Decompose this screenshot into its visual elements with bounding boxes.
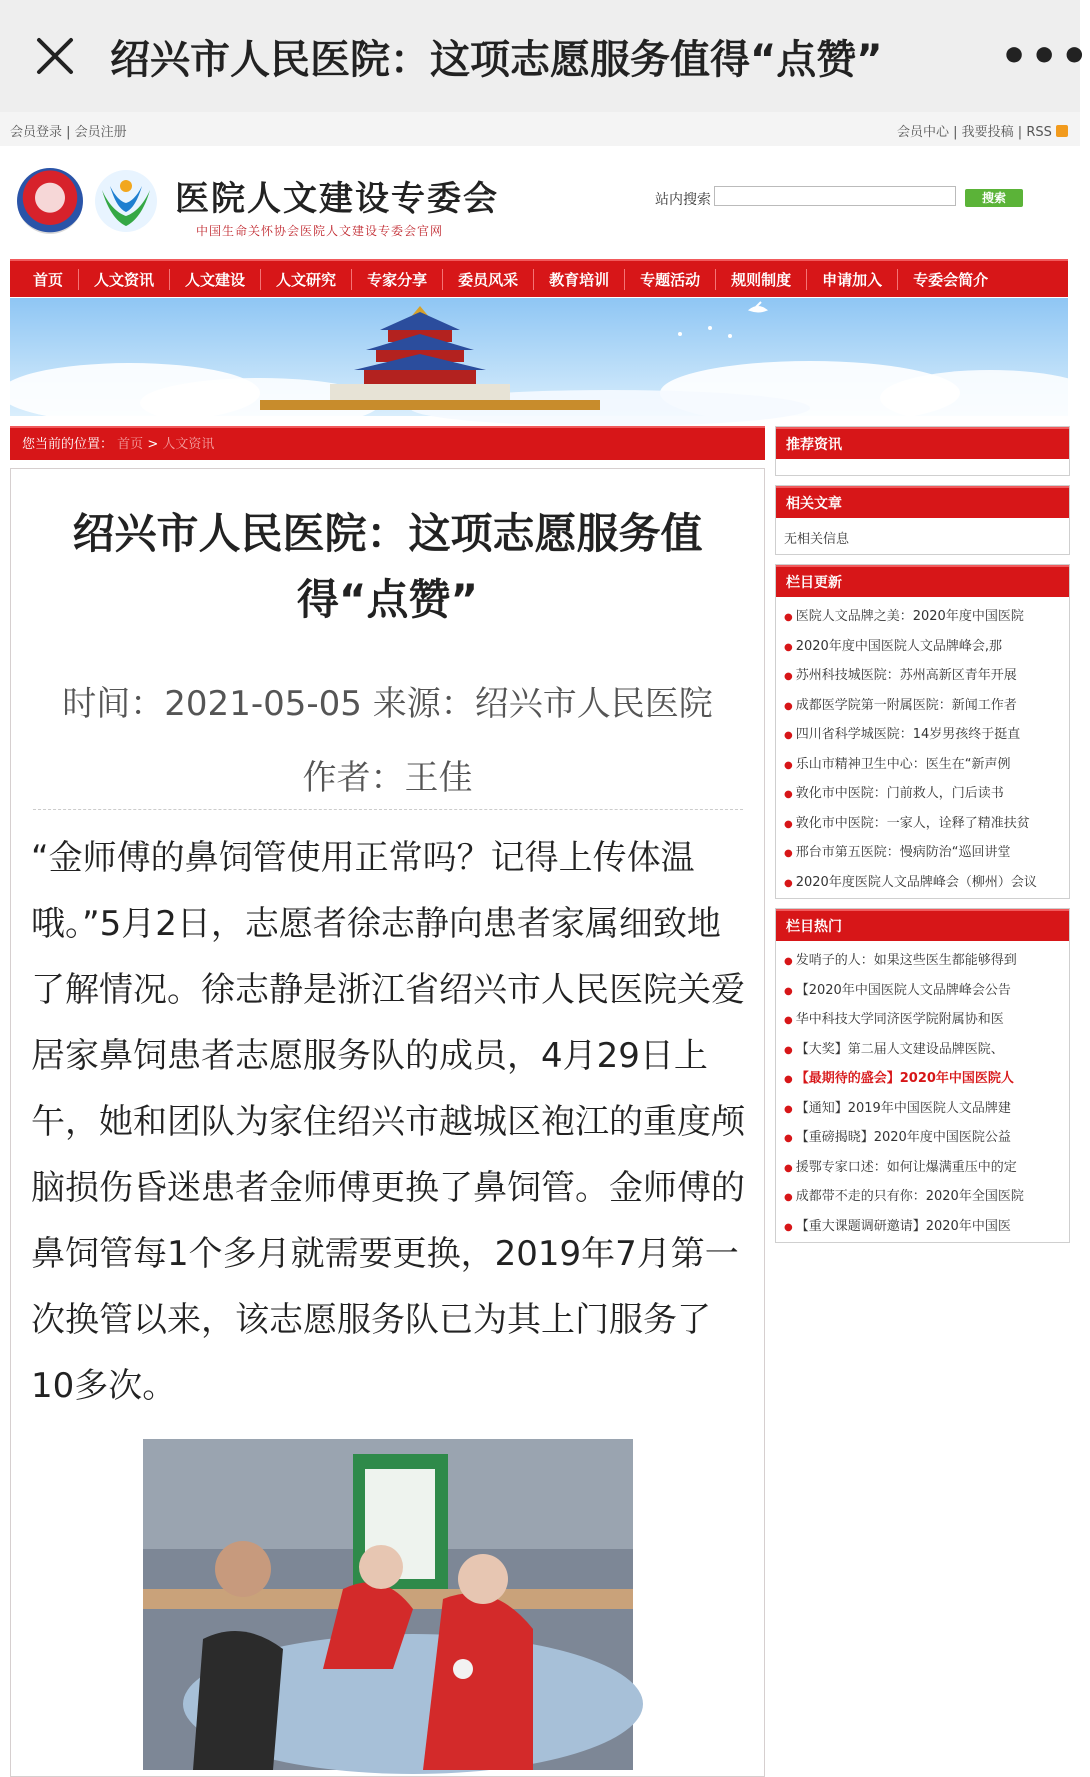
list-item[interactable]: ● 成都医学院第一附属医院：新闻工作者 (784, 697, 1017, 713)
list-item[interactable]: ● 乐山市精神卫生中心：医生在“新声例 (784, 756, 1011, 772)
rss-link[interactable]: RSS (1026, 125, 1052, 140)
search-button[interactable]: 搜索 (965, 189, 1023, 207)
header-banner (10, 298, 1068, 416)
member-bar: 会员登录 | 会员注册 会员中心 | 我要投稿 | RSS (0, 112, 1080, 146)
related-heading: 相关文章 (776, 486, 1069, 518)
association-logo[interactable] (17, 168, 83, 234)
list-item[interactable]: ● 2020年度中国医院人文品牌峰会,那 (784, 638, 1002, 654)
nav-item-construction[interactable]: 人文建设 (170, 269, 261, 290)
site-name: 医院人文建设专委会 (175, 179, 499, 219)
breadcrumb-label: 您当前的位置： (22, 437, 114, 452)
rss-icon (1056, 125, 1068, 137)
list-item[interactable]: ● 【通知】2019年中国医院人文品牌建 (784, 1100, 1011, 1116)
nav-item-training[interactable]: 教育培训 (534, 269, 625, 290)
member-center-link[interactable]: 会员中心 (896, 125, 949, 140)
list-item[interactable]: ● 2020年度医院人文品牌峰会（柳州）会议 (784, 874, 1037, 890)
nav-item-activities[interactable]: 专题活动 (625, 269, 716, 290)
recommend-panel (775, 426, 1070, 476)
search-label: 站内搜索 (655, 192, 711, 208)
breadcrumb-home[interactable]: 首页 (117, 437, 144, 452)
related-panel (775, 485, 1070, 555)
list-item[interactable]: ● 邢台市第五医院：慢病防治“巡回讲堂 (784, 845, 1011, 860)
breadcrumb-section[interactable]: 人文资讯 (162, 437, 215, 452)
search-input[interactable] (714, 186, 956, 206)
list-item-highlighted[interactable]: ● 【最期待的盛会】2020年中国医院人 (784, 1071, 1014, 1086)
breadcrumb-separator: > (147, 437, 159, 452)
nav-item-news[interactable]: 人文资讯 (79, 269, 170, 290)
nav-item-rules[interactable]: 规则制度 (716, 269, 807, 290)
list-item[interactable]: ● 华中科技大学同济医学院附属协和医 (784, 1012, 1004, 1027)
updates-list (776, 597, 1069, 902)
breadcrumb (10, 426, 765, 460)
nav-item-join[interactable]: 申请加入 (807, 269, 898, 290)
article-meta: 时间：2021-05-05 来源：绍兴市人民医院 作者：王佳 (62, 684, 713, 798)
committee-logo[interactable] (92, 168, 160, 234)
list-item[interactable]: ● 成都带不走的只有你：2020年全国医院 (784, 1189, 1024, 1204)
temple-banner-image (10, 298, 1068, 416)
app-bar (0, 0, 1090, 112)
hot-heading: 栏目热门 (776, 909, 1069, 941)
nav-item-experts[interactable]: 专家分享 (352, 269, 443, 290)
site-subtitle: 中国生命关怀协会医院人文建设专委会官网 (196, 224, 444, 238)
updates-heading: 栏目更新 (776, 565, 1069, 597)
register-link[interactable]: 会员注册 (74, 125, 127, 140)
page-title: 绍兴市人民医院：这项志愿服务值得“点赞” (110, 36, 883, 83)
list-item[interactable]: ● 医院人文品牌之美：2020年度中国医院 (784, 609, 1024, 624)
article-body: “金师傅的鼻饲管使用正常吗？记得上传体温哦。”5月2日，志愿者徐志静向患者家属细致地了解情况。徐志静是浙江省绍兴市人民医院关爱居家鼻饲患者志愿服务队的成员，4月29日上午，她和团队为家住绍兴市越城区袍江的重度颅脑损伤昏迷患者金师傅更换了鼻饲管。金师傅的鼻饲管每1个多月就需要更换，2019年7月第一次换管以来，该志愿服务队已为其上门服务了10多次。 (31, 838, 745, 1406)
list-item[interactable]: ● 【重磅揭晓】2020年度中国医院公益 (784, 1130, 1011, 1145)
more-icon: ••• (1000, 30, 1090, 82)
nav-item-research[interactable]: 人文研究 (261, 269, 352, 290)
list-item[interactable]: ● 发哨子的人：如果这些医生都能够得到 (784, 953, 1017, 968)
nav-item-members[interactable]: 委员风采 (443, 269, 534, 290)
article-panel (10, 468, 765, 1777)
login-link[interactable]: 会员登录 (10, 125, 63, 140)
list-item[interactable]: ● 四川省科学城医院：14岁男孩终于挺直 (784, 727, 1021, 742)
hot-panel (775, 908, 1070, 1243)
site-header (0, 146, 1080, 256)
recommend-heading: 推荐资讯 (776, 427, 1069, 459)
list-item[interactable]: ● 敦化市中医院：一家人，诠释了精准扶贫 (784, 815, 1030, 831)
list-item[interactable]: ● 苏州科技城医院：苏州高新区青年开展 (784, 668, 1017, 683)
close-icon (35, 36, 75, 76)
volunteer-photo (143, 1439, 633, 1770)
close-button[interactable] (0, 0, 110, 112)
list-item[interactable]: ● 敦化市中医院：门前救人，门后读书 (784, 786, 1004, 801)
list-item[interactable]: ● 【大奖】第二届人文建设品牌医院、 (784, 1041, 1004, 1057)
list-item[interactable]: ● 援鄂专家口述：如何让爆满重压中的定 (784, 1159, 1017, 1175)
hot-list (776, 941, 1069, 1246)
main-nav (10, 259, 1068, 297)
list-item[interactable]: ● 【重大课题调研邀请】2020年中国医 (784, 1218, 1011, 1234)
more-menu-button[interactable] (1000, 30, 1090, 82)
nav-item-home[interactable]: 首页 (18, 269, 79, 290)
divider (33, 809, 743, 810)
submit-link[interactable]: 我要投稿 (961, 125, 1014, 140)
nav-item-about[interactable]: 专委会简介 (913, 270, 989, 289)
updates-panel (775, 564, 1070, 899)
related-empty: 无相关信息 (784, 532, 850, 547)
list-item[interactable]: ● 【2020年中国医院人文品牌峰会公告 (784, 982, 1011, 998)
article-title: 绍兴市人民医院：这项志愿服务值得“点赞” (72, 509, 703, 624)
article-photo (143, 1439, 633, 1770)
